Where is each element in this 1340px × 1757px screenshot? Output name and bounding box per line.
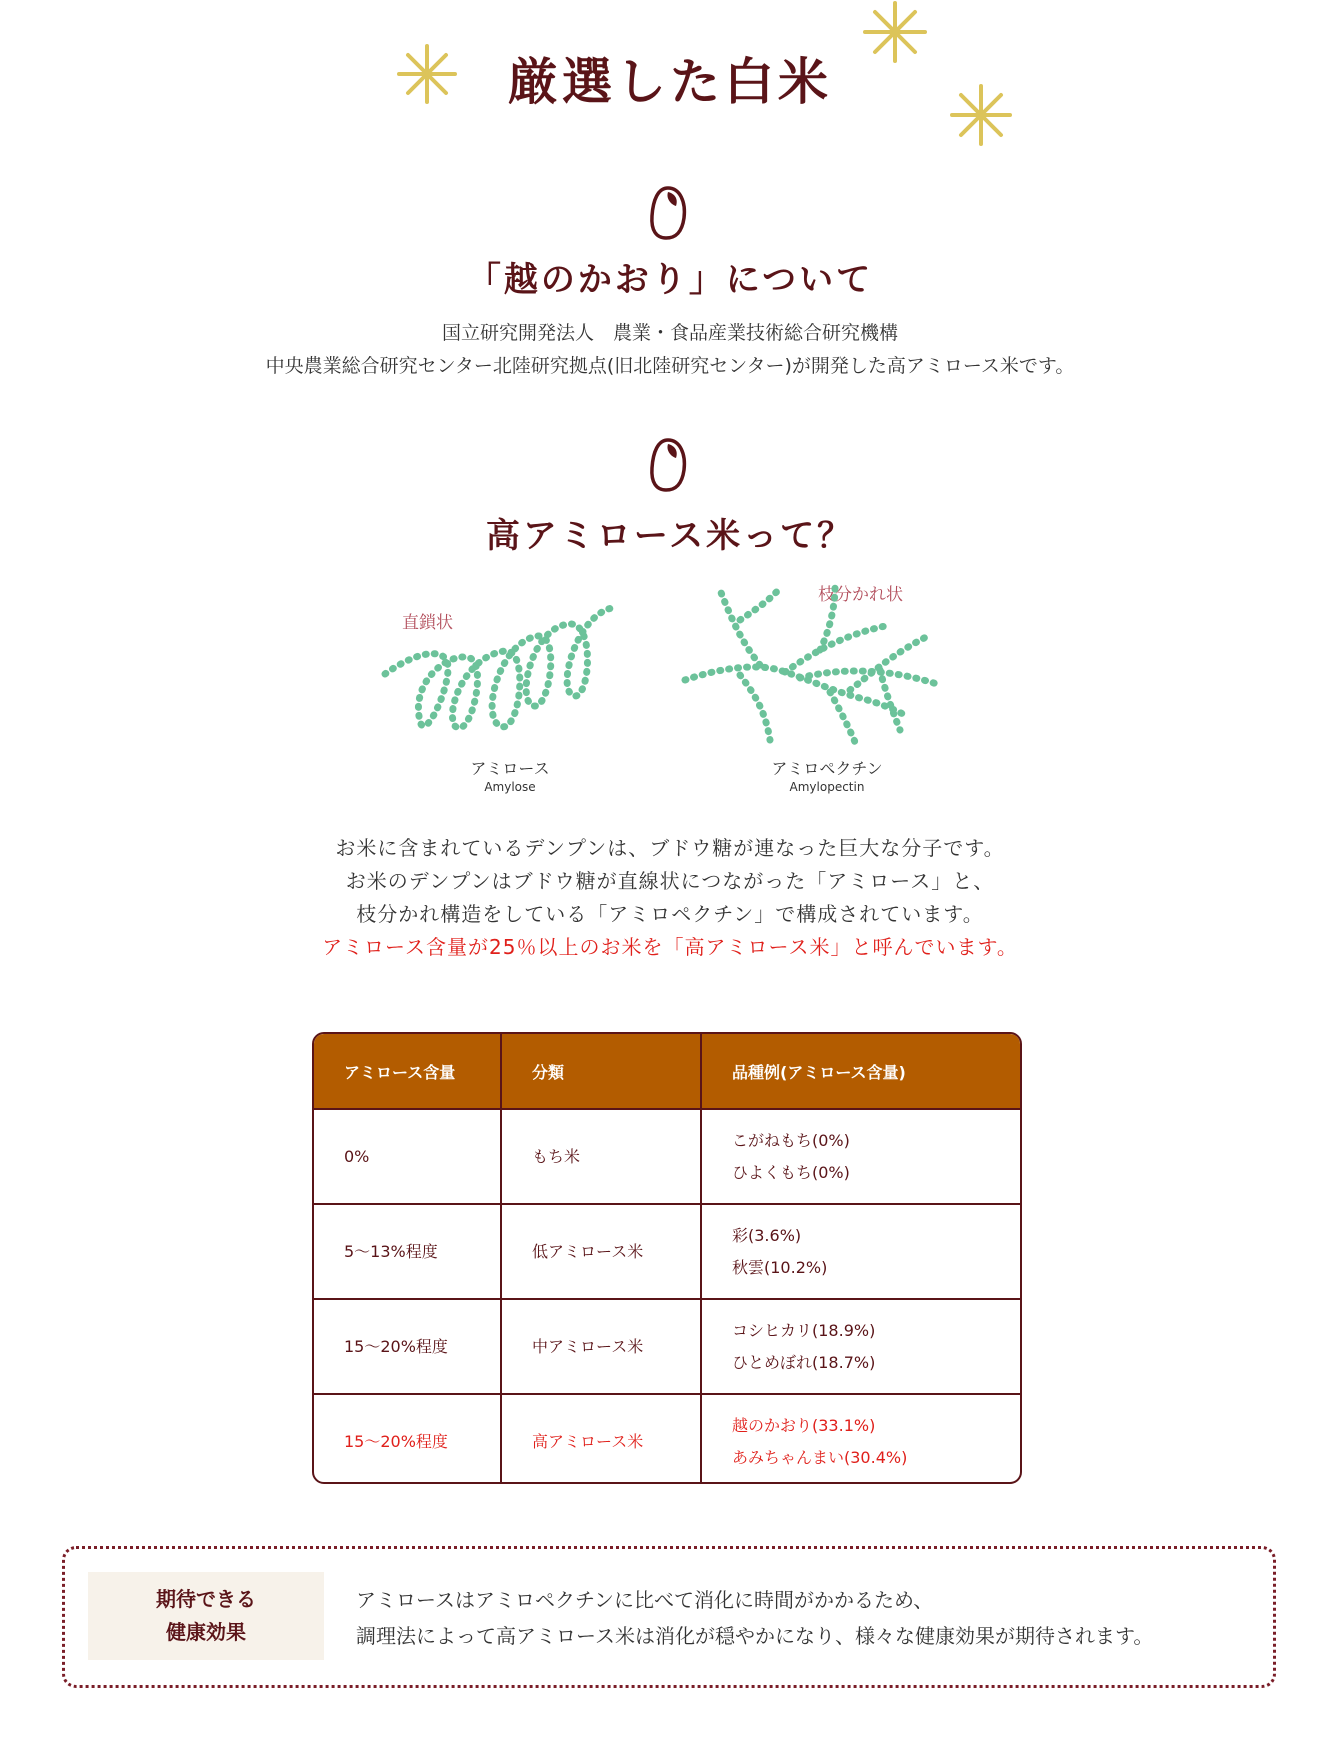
example: 彩(3.6%) xyxy=(732,1225,802,1245)
rice-grain-icon xyxy=(646,184,690,242)
example: あみちゃんまい(30.4%) xyxy=(732,1447,908,1467)
desc-line-3: 枝分かれ構造をしている「アミロペクチン」で構成されています。 xyxy=(356,902,984,926)
content-cell: 15～20%程度 xyxy=(314,1299,501,1394)
category-cell: もち米 xyxy=(501,1109,701,1204)
about-text xyxy=(0,317,1340,383)
content-cell: 0% xyxy=(314,1109,501,1204)
table-row-highlight xyxy=(314,1394,1020,1484)
example: ひとめぼれ(18.7%) xyxy=(732,1352,876,1372)
desc-line-2: お米のデンプンはブドウ糖が直線状につながった「アミロース」と、 xyxy=(345,869,995,893)
about-line-1: 国立研究開発法人 農業・食品産業技術総合研究機構 xyxy=(441,322,898,344)
content-cell: 15～20%程度 xyxy=(314,1394,501,1484)
table-row xyxy=(314,1109,1020,1204)
examples-cell xyxy=(701,1394,1020,1484)
desc-line-1: お米に含まれているデンプンは、ブドウ糖が連なった巨大な分子です。 xyxy=(335,836,1005,860)
health-benefit-text xyxy=(356,1582,1153,1654)
health-line-1: アミロースはアミロペクチンに比べて消化に時間がかかるため、 xyxy=(356,1588,934,1612)
amylopectin-name: アミロペクチン xyxy=(771,759,883,778)
table-row xyxy=(314,1204,1020,1299)
amylose-en: Amylose xyxy=(484,780,536,794)
example: こがねもち(0%) xyxy=(732,1130,850,1150)
examples-cell xyxy=(701,1204,1020,1299)
amylopectin-en: Amylopectin xyxy=(789,780,865,794)
example: ひよくもち(0%) xyxy=(732,1162,850,1182)
health-line-2: 調理法によって高アミロース米は消化が穏やかになり、様々な健康効果が期待されます。 xyxy=(356,1624,1154,1648)
table-header-category: 分類 xyxy=(501,1034,701,1109)
category-cell: 中アミロース米 xyxy=(501,1299,701,1394)
about-heading: 「越のかおり」について xyxy=(466,260,874,300)
examples-cell xyxy=(701,1299,1020,1394)
amylose-table xyxy=(312,1032,1022,1484)
table-header-row xyxy=(314,1034,1020,1109)
amylopectin-diagram xyxy=(680,580,950,750)
rice-grain-icon xyxy=(646,436,690,494)
high-amylose-heading: 高アミロース米って？ xyxy=(485,516,855,556)
page-title: 厳選した白米 xyxy=(508,53,832,111)
table-header-content: アミロース含量 xyxy=(314,1034,501,1109)
category-cell: 高アミロース米 xyxy=(501,1394,701,1484)
about-line-2: 中央農業総合研究センター北陸研究拠点(旧北陸研究センター)が開発した高アミロース米です。 xyxy=(265,355,1075,377)
table-header-examples: 品種例(アミロース含量) xyxy=(701,1034,1020,1109)
health-benefit-tag: 期待できる 健康効果 xyxy=(88,1572,324,1660)
example: 越のかおり(33.1%) xyxy=(732,1415,876,1435)
amylose-name: アミロース xyxy=(470,759,550,778)
example: コシヒカリ(18.9%) xyxy=(732,1320,876,1340)
examples-cell xyxy=(701,1109,1020,1204)
amylose-diagram xyxy=(380,596,660,746)
example: 秋雲(10.2%) xyxy=(732,1257,828,1277)
desc-line-highlight: アミロース含量が25％以上のお米を「高アミロース米」と呼んでいます。 xyxy=(322,935,1018,959)
content-cell: 5～13%程度 xyxy=(314,1204,501,1299)
branched-label: 枝分かれ状 xyxy=(818,585,903,605)
high-amylose-description xyxy=(0,832,1340,964)
table-row xyxy=(314,1299,1020,1394)
linear-label: 直鎖状 xyxy=(402,613,453,633)
category-cell: 低アミロース米 xyxy=(501,1204,701,1299)
